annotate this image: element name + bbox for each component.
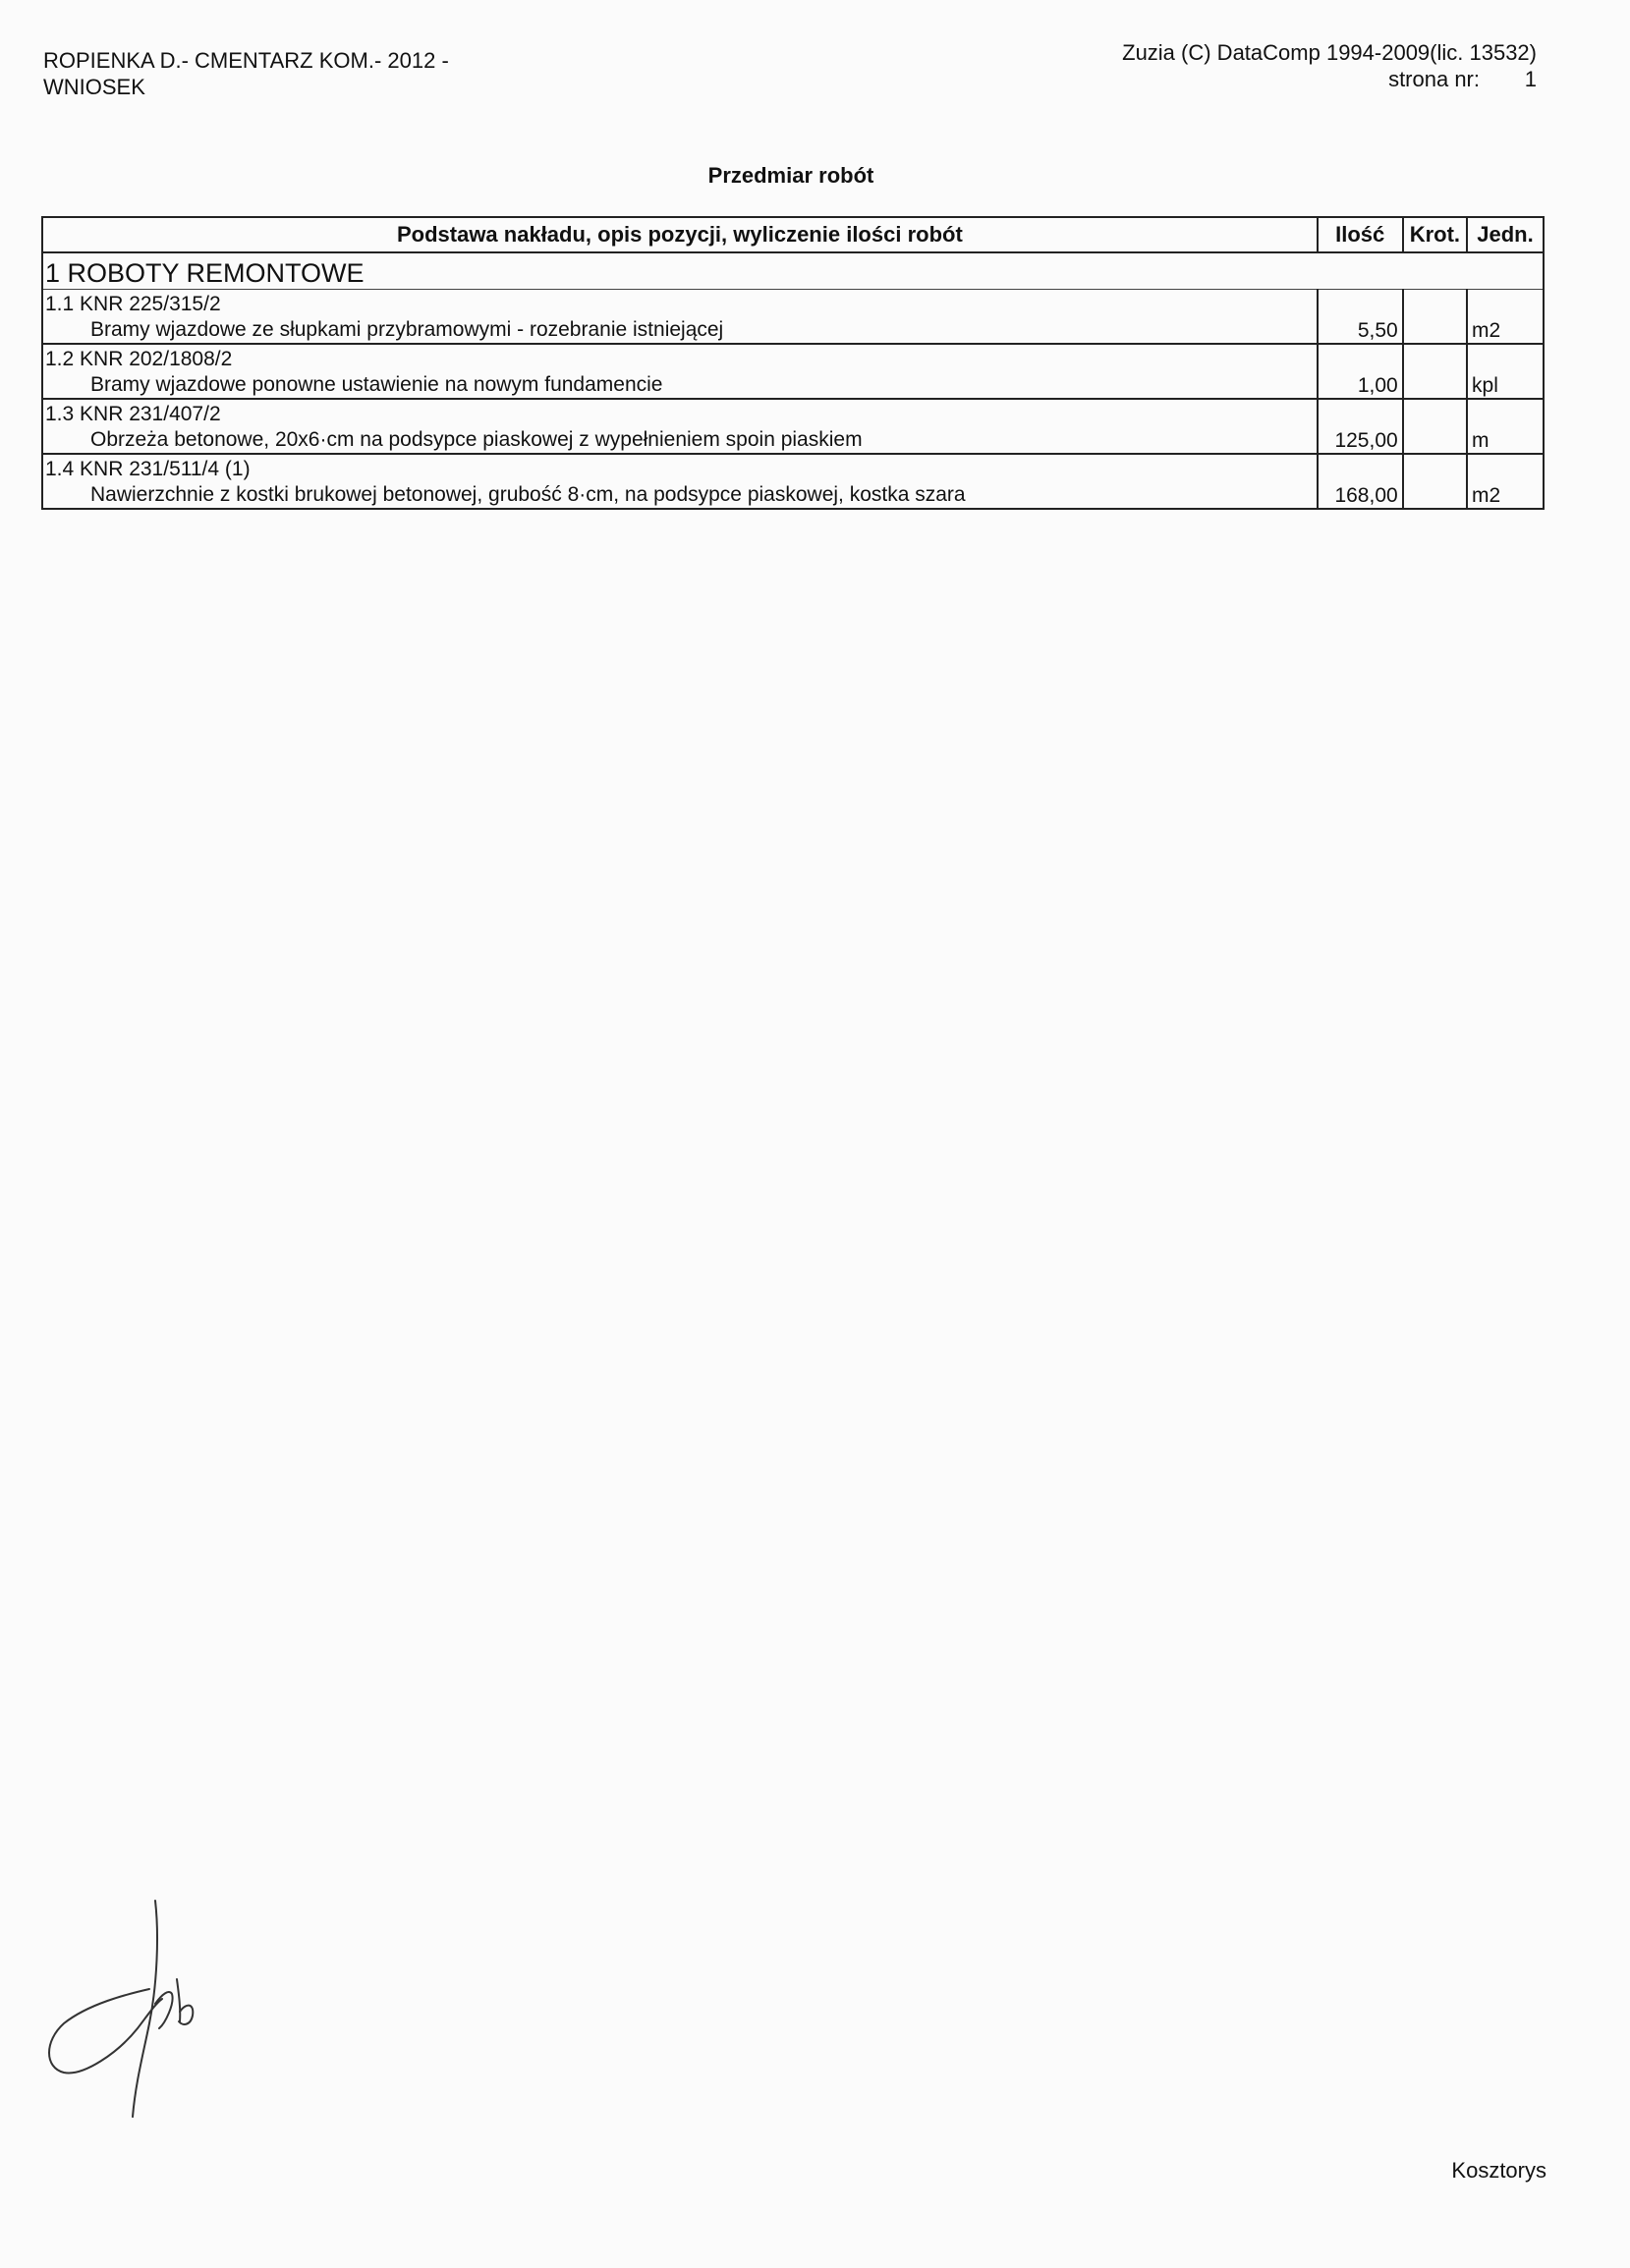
- item-description: Nawierzchnie z kostki brukowej betonowej, grubość 8·cm, na podsypce piaskowej, kostka szara: [90, 483, 966, 506]
- section-title: 1 ROBOTY REMONTOWE: [42, 252, 1544, 290]
- project-name-line2: WNIOSEK: [43, 75, 145, 99]
- item-quantity: 168,00: [1318, 454, 1403, 509]
- item-code: 1.2 KNR 202/1808/2: [45, 348, 233, 370]
- software-header: [1122, 39, 1537, 92]
- column-header-unit: Jedn.: [1467, 217, 1544, 252]
- table-row: [42, 454, 1544, 509]
- table-row: [42, 399, 1544, 454]
- item-unit: kpl: [1467, 344, 1544, 399]
- item-unit: m: [1467, 399, 1544, 454]
- software-credit: Zuzia (C) DataComp 1994-2009(lic. 13532): [1122, 40, 1537, 65]
- project-header: [43, 47, 449, 100]
- item-multiplier: [1403, 399, 1467, 454]
- column-header-description: Podstawa nakładu, opis pozycji, wyliczenie ilości robót: [42, 217, 1318, 252]
- section-row: [42, 252, 1544, 290]
- page-number: 1: [1524, 67, 1537, 91]
- column-header-multiplier: Krot.: [1403, 217, 1467, 252]
- table-header-row: [42, 217, 1544, 252]
- item-multiplier: [1403, 290, 1467, 345]
- footer-label: Kosztorys: [1451, 2158, 1546, 2183]
- item-quantity: 5,50: [1318, 290, 1403, 345]
- item-unit: m2: [1467, 454, 1544, 509]
- item-description: Bramy wjazdowe ponowne ustawienie na nowym fundamencie: [90, 373, 663, 396]
- item-description: Obrzeża betonowe, 20x6·cm na podsypce piaskowej z wypełnieniem spoin piaskiem: [90, 428, 863, 451]
- item-quantity: 125,00: [1318, 399, 1403, 454]
- item-multiplier: [1403, 344, 1467, 399]
- item-code: 1.3 KNR 231/407/2: [45, 403, 221, 425]
- handwritten-signature: [39, 1896, 226, 2131]
- table-row: [42, 344, 1544, 399]
- document-title: Przedmiar robót: [707, 163, 874, 188]
- bill-of-quantities-table: [41, 216, 1545, 510]
- column-header-quantity: Ilość: [1318, 217, 1403, 252]
- item-unit: m2: [1467, 290, 1544, 345]
- item-code: 1.4 KNR 231/511/4 (1): [45, 458, 251, 480]
- page-label: strona nr:: [1388, 67, 1480, 91]
- item-multiplier: [1403, 454, 1467, 509]
- item-quantity: 1,00: [1318, 344, 1403, 399]
- project-name-line1: ROPIENKA D.- CMENTARZ KOM.- 2012 -: [43, 48, 449, 73]
- table-row: [42, 290, 1544, 345]
- item-description: Bramy wjazdowe ze słupkami przybramowymi - rozebranie istniejącej: [90, 318, 724, 341]
- page-indicator: [1122, 66, 1537, 92]
- item-code: 1.1 KNR 225/315/2: [45, 293, 221, 315]
